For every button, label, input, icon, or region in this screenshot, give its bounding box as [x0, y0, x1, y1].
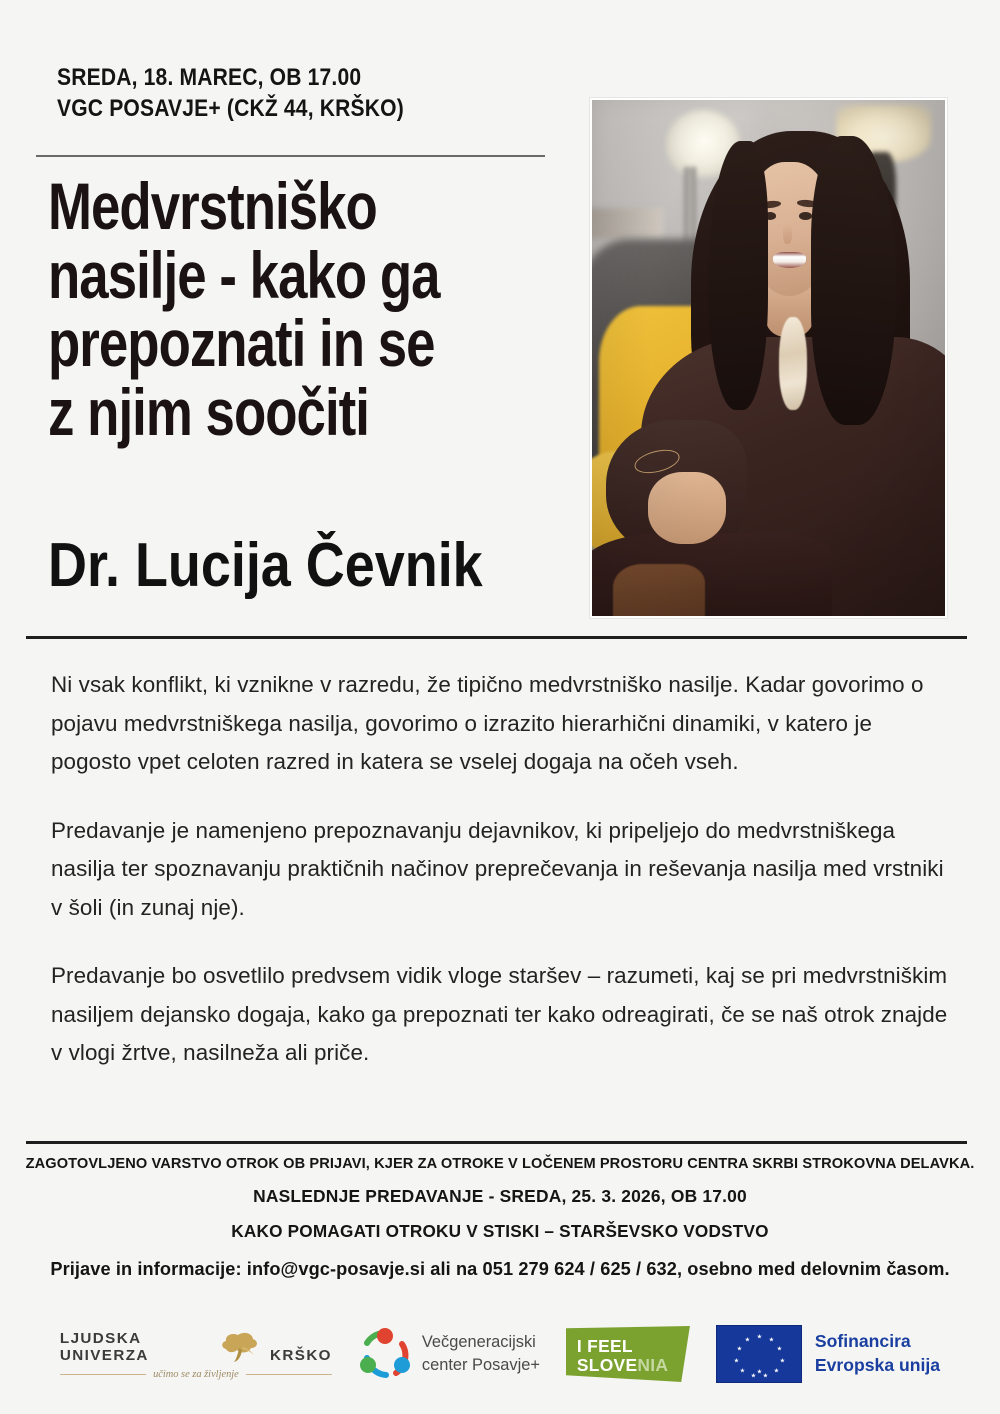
- title-line-2: nasilje - kako ga: [48, 237, 440, 312]
- page-title: [48, 169, 568, 449]
- divider-footer: [26, 1141, 967, 1144]
- vgc-line-2: center Posavje+: [421, 1356, 540, 1374]
- paragraph-1: Ni vsak konflikt, ki vznikne v razredu, že tipično medvrstniško nasilje. Kadar govorimo o pojavu medvrstniškega nasilja, govorimo o izrazito hierarhični dinamiki, v katero je pogosto vpet celoten razred in katera se vselej dogaja na očeh vseh.: [51, 672, 924, 775]
- paragraph-2: Predavanje je namenjeno prepoznavanju dejavnikov, ki pripeljejo do medvrstniškega nasilja ter spoznavanju praktičnih načinov preprečevanja in reševanja nasilja med vrstniki v šoli (in zunaj nje).: [51, 817, 944, 920]
- lu-dash-right: [246, 1374, 332, 1375]
- lu-tagline: učimo se za življenje: [153, 1368, 239, 1380]
- eu-label: [815, 1330, 940, 1377]
- title-line-1: Medvrstniško: [48, 169, 377, 243]
- sponsor-logo-strip: [0, 1308, 1000, 1400]
- speaker-photo: [592, 100, 945, 616]
- logo-vgc-posavje[interactable]: [358, 1327, 540, 1381]
- triskelion-icon: [358, 1327, 412, 1381]
- contact-info[interactable]: Prijave in informacije: info@vgc-posavje.si ali na 051 279 624 / 625 / 632, osebno med delovnim časom.: [50, 1259, 950, 1279]
- event-venue: VGC POSAVJE+ (CKŽ 44, KRŠKO): [57, 95, 404, 123]
- ifs-line-1: I FEEL: [576, 1336, 633, 1356]
- tree-icon: [218, 1329, 264, 1367]
- vgc-label: [422, 1331, 540, 1376]
- event-meta: [57, 62, 577, 125]
- lu-tagline-row: [60, 1369, 332, 1380]
- logo-european-union[interactable]: [716, 1325, 940, 1383]
- eu-line-2: Evropska unija: [814, 1355, 941, 1375]
- vgc-line-1: Večgeneracijski: [421, 1333, 536, 1352]
- paragraph-3: Predavanje bo osvetlilo predvsem vidik vloge staršev – razumeti, kaj se pri medvrstniškim nasiljem dejansko dogaja, kako ga prepoznati ter kako odreagirati, če se naš otrok znajde v vlogi žrtve, nasilneža ali priče.: [51, 963, 948, 1066]
- next-lecture-date: NASLEDNJE PREDAVANJE - SREDA, 25. 3. 2026, OB 17.00: [253, 1186, 747, 1206]
- footer-notes: [0, 1156, 1000, 1242]
- divider-top: [36, 155, 545, 157]
- description-body: [51, 666, 951, 1073]
- ifs-label: [577, 1337, 668, 1376]
- eu-line-1: Sofinancira: [814, 1331, 911, 1352]
- logo-i-feel-slovenia[interactable]: [566, 1326, 690, 1382]
- divider-middle: [26, 636, 967, 639]
- event-datetime: SREDA, 18. MAREC, OB 17.00: [57, 64, 362, 91]
- eu-flag-icon: [716, 1325, 802, 1383]
- speaker-name: Dr. Lucija Čevnik: [48, 531, 483, 600]
- lu-right-word: KRŠKO: [270, 1346, 332, 1364]
- photo-vignette: [592, 100, 945, 616]
- title-line-3: prepoznati in se: [48, 306, 435, 381]
- lu-left-word: LJUDSKA UNIVERZA: [59, 1329, 149, 1364]
- childcare-note: ZAGOTOVLJENO VARSTVO OTROK OB PRIJAVI, KJER ZA OTROKE V LOČENEM PROSTORU CENTRA SKRBI STROKOVNA DELAVKA.: [25, 1156, 975, 1172]
- title-line-4: z njim soočiti: [48, 374, 369, 449]
- logo-ljudska-univerza-krsko[interactable]: [60, 1329, 332, 1380]
- ifs-line-2-dim: NIA: [637, 1355, 669, 1376]
- speaker-photo-frame: [590, 98, 947, 618]
- next-lecture-title: KAKO POMAGATI OTROKU V STISKI – STARŠEVSKO VODSTVO: [231, 1221, 769, 1241]
- lu-dash-left: [60, 1374, 146, 1375]
- ifs-line-2-bright: SLOVE: [576, 1355, 638, 1376]
